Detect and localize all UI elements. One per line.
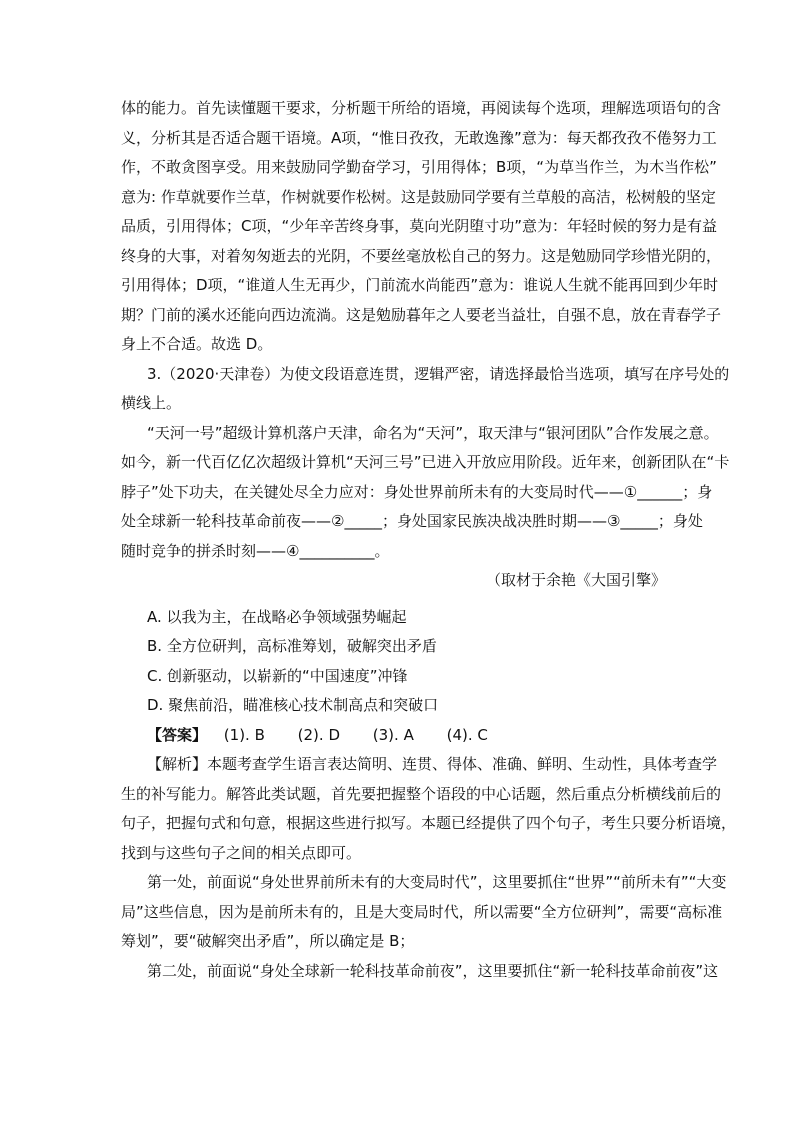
answer-item: (1). B [223,725,265,744]
passage-line: 脖子”处下功夫，在关键处尽全力应对：身处世界前所未有的大变局时代——①______；身 [121,482,713,501]
analysis-line: 筹划”，要“破解突出矛盾”，所以确定是 B； [121,932,415,950]
passage-line: 如今，新一代百亿亿次超级计算机“天河三号”已进入开放应用阶段。近年来，创新团队在“卡 [121,453,730,471]
source-citation: （取材于余艳《大国引擎》 [485,571,666,589]
text-line: 期？门前的溪水还能向西边流淌。这是勉励暮年之人要老当益壮，自强不息，放在青春学子 [121,305,722,324]
analysis-line: 找到与这些句子之间的相关点即可。 [121,843,362,862]
text-line: 身上不合适。故选 D。 [121,335,273,353]
document-page [121,94,737,986]
analysis-line: 生的补写能力。解答此类试题，首先要把握整个语段的中心话题，然后重点分析横线前后的 [121,784,722,803]
analysis-line: 第二处，前面说“身处全球新一轮科技革命前夜”，这里要抓住“新一轮科技革命前夜”这 [147,961,719,980]
analysis-line: 【解析】本题考查学生语言表达简明、连贯、得体、准确、鲜明、生动性，具体考查学 [147,755,718,773]
passage-line: 处全球新一轮科技革命前夜——②_____；身处国家民族决战决胜时期——③_____；身处 [121,512,703,530]
answer-line [121,721,674,751]
text-line: 义，分析其是否适合题干语境。A项，“惟日孜孜，无敢逸豫”意为：每天都孜孜不倦努力工 [121,128,717,147]
question-title: 3.（2020·天津卷）为使文段语意连贯，逻辑严密，请选择最恰当选项，填写在序号处的 [147,364,730,383]
text-line: 横线上。 [121,394,182,412]
option-a: A. 以我为主，在战略必争领域强势崛起 [147,607,407,626]
text-line: 终身的大事，对着匆匆逝去的光阴，不要丝毫放松自己的努力。这是勉励同学珍惜光阴的， [121,246,722,265]
analysis-line: 第一处，前面说“身处世界前所未有的大变局时代”，这里要抓住“世界”“前所未有”“大变 [147,873,727,891]
answer-item: (2). D [297,725,340,744]
analysis-line: 局”这些信息，因为是前所未有的，且是大变局时代，所以需要“全方位研判”，需要“高标准 [121,902,723,921]
text-line: 意为: 作草就要作兰草，作树就要作松树。这是鼓励同学要有兰草般的高洁，松树般的坚定 [121,187,716,206]
option-b: B. 全方位研判，高标准筹划，破解突出矛盾 [147,637,437,655]
option-c: C. 创新驱动，以崭新的“中国速度”冲锋 [147,666,408,685]
text-line: 体的能力。首先读懂题干要求，分析题干所给的语境，再阅读每个选项，理解选项语句的含 [121,99,722,117]
analysis-line: 句子，把握句式和句意，根据这些进行拟写。本题已经提供了四个句子，考生只要分析语境， [121,814,737,832]
answer-label: 【答案】 [147,725,208,744]
text-line: 品质，引用得体；C项，“少年辛苦终身事，莫向光阴堕寸功”意为：年轻时候的努力是有益 [121,217,718,235]
option-d: D. 聚焦前沿，瞄准核心技术制高点和突破口 [147,696,439,714]
answer-item: (3). A [372,725,414,744]
text-line: 引用得体；D项，“谁道人生无再少，门前流水尚能西”意为：谁说人生就不能再回到少年时 [121,276,719,294]
passage-line: 随时竞争的拼杀时刻——④__________。 [121,541,390,560]
answer-item: (4). C [446,725,488,744]
text-line: 作，不敢贪图享受。用来鼓励同学勤奋学习，引用得体；B项，“为草当作兰，为木当作松” [121,158,717,176]
passage-line: “天河一号”超级计算机落户天津，命名为“天河”，取天津与“银河团队”合作发展之意。 [147,423,719,442]
